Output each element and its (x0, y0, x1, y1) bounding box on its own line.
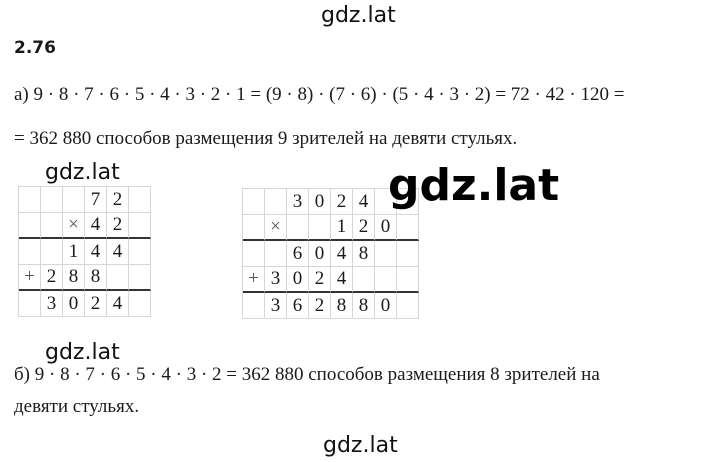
calc-cell (265, 189, 287, 215)
calc-cell (353, 267, 375, 293)
watermark-large: gdz.lat (388, 160, 560, 211)
multiplication-72-by-42 (18, 186, 151, 317)
calc-cell (397, 293, 419, 319)
calc-cell: 2 (331, 189, 353, 215)
calc-cell (19, 239, 41, 265)
calc-cell: 2 (353, 215, 375, 241)
calc-cell (41, 239, 63, 265)
calc-cell (129, 291, 151, 317)
calc-cell: 6 (287, 293, 309, 319)
part-b-line-2: девяти стульях. (14, 396, 140, 417)
calc-cell (243, 189, 265, 215)
calc-cell (243, 241, 265, 267)
calc-cell: 2 (309, 267, 331, 293)
calc-cell (375, 267, 397, 293)
calc-cell: 0 (309, 241, 331, 267)
calc-cell (107, 265, 129, 291)
calc-cell: 4 (353, 189, 375, 215)
watermark-left-1: gdz.lat (45, 160, 120, 185)
calc-cell (397, 267, 419, 293)
calc-cell: 8 (331, 293, 353, 319)
calc-cell: 4 (85, 239, 107, 265)
calc-cell: 0 (375, 293, 397, 319)
calc-cell (243, 215, 265, 241)
calc-cell: 2 (41, 265, 63, 291)
watermark-top: gdz.lat (321, 3, 396, 28)
calc-cell: + (243, 267, 265, 293)
calc-cell: 3 (41, 291, 63, 317)
calc-cell: 0 (287, 267, 309, 293)
calc-cell (129, 239, 151, 265)
calc-cell: 2 (107, 187, 129, 213)
calc-cell: 3 (287, 189, 309, 215)
calc-cell: 0 (309, 189, 331, 215)
calc-cell (129, 213, 151, 239)
calc-cell (41, 187, 63, 213)
calc-cell: 3 (265, 267, 287, 293)
calc-cell: 2 (309, 293, 331, 319)
calc-cell: 4 (331, 267, 353, 293)
calc-cell: 0 (63, 291, 85, 317)
calc-cell: × (265, 215, 287, 241)
part-b-line-1: б) 9 · 8 · 7 · 6 · 5 · 4 · 3 · 2 = 362 880 способов размещения 8 зрителей на (14, 364, 600, 385)
part-a-line-1: а) 9 · 8 · 7 · 6 · 5 · 4 · 3 · 2 · 1 = (9 · 8) · (7 · 6) · (5 · 4 · 3 · 2) = 72 · 42 · 120 = (14, 84, 625, 105)
calc-cell: 8 (353, 293, 375, 319)
calc-cell: 4 (85, 213, 107, 239)
calc-cell (375, 241, 397, 267)
calc-cell: 4 (107, 239, 129, 265)
calc-cell (397, 215, 419, 241)
calc-cell: 2 (85, 291, 107, 317)
calc-cell (243, 293, 265, 319)
calc-cell: + (19, 265, 41, 291)
part-a-line-2: = 362 880 способов размещения 9 зрителей на девяти стульях. (14, 128, 518, 149)
calc-cell: 4 (331, 241, 353, 267)
calc-cell: 8 (63, 265, 85, 291)
calc-cell: 7 (85, 187, 107, 213)
calc-cell (63, 187, 85, 213)
watermark-bottom: gdz.lat (323, 433, 398, 458)
calc-cell (19, 291, 41, 317)
calc-cell (397, 241, 419, 267)
calc-cell: 6 (287, 241, 309, 267)
calc-cell: 1 (63, 239, 85, 265)
watermark-left-2: gdz.lat (45, 340, 120, 365)
problem-number: 2.76 (14, 38, 56, 58)
calc-cell: 8 (353, 241, 375, 267)
calc-cell (265, 241, 287, 267)
calc-cell: 2 (107, 213, 129, 239)
calc-cell (129, 187, 151, 213)
calc-cell (19, 213, 41, 239)
calc-cell (19, 187, 41, 213)
calc-cell: 8 (85, 265, 107, 291)
calc-cell (309, 215, 331, 241)
calc-cell: 4 (107, 291, 129, 317)
calc-cell (129, 265, 151, 291)
calc-cell: × (63, 213, 85, 239)
calc-cell (41, 213, 63, 239)
calc-cell: 1 (331, 215, 353, 241)
calc-cell: 3 (265, 293, 287, 319)
calc-cell: 0 (375, 215, 397, 241)
calc-cell (287, 215, 309, 241)
